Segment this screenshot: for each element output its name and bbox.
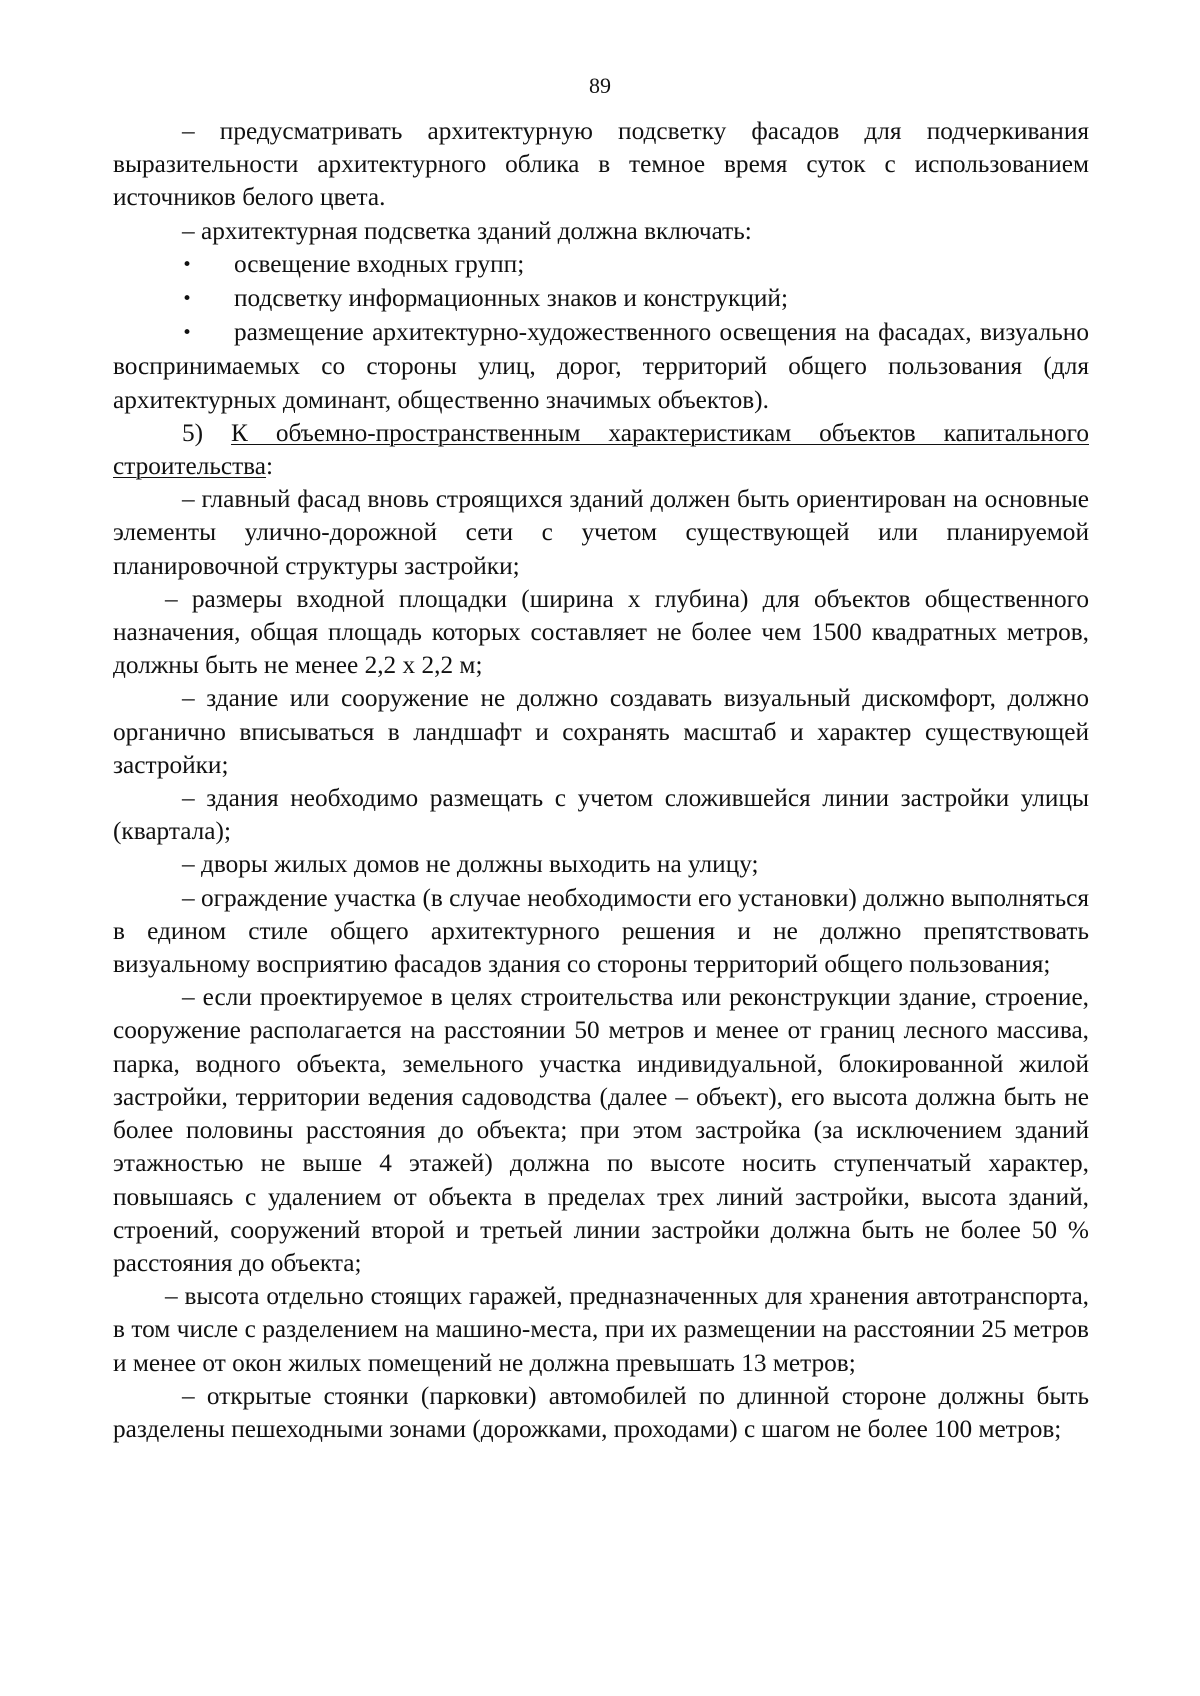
paragraph-courtyards: – дворы жилых домов не должны выходить на улицу;: [182, 850, 759, 879]
paragraph-main-facade: – главный фасад вновь строящихся зданий должен быть ориентирован на основные элементы улично-дорожной сети с учетом существующей или планируемой планировочной структуры застройки;: [113, 485, 1089, 580]
document-body: [113, 115, 1089, 1446]
bullet-item-text: подсветку информационных знаков и конструкций;: [234, 284, 788, 313]
paragraph-parking: – открытые стоянки (парковки) автомобилей по длинной стороне должны быть разделены пешеходными зонами (дорожками, проходами) с шагом не более 100 метров;: [113, 1381, 1089, 1443]
section-heading: К объемно-пространственным характеристикам объектов капитального строительства: [113, 418, 1089, 481]
bullet-item-text: размещение архитектурно-художественного освещения на фасадах, визуально воспринимаемых со стороны улиц, дорог, территорий общего пользования (для архитектурных доминант, общественно значимых объектов).: [113, 318, 1089, 414]
paragraph-visual-comfort: – здание или сооружение не должно создавать визуальный дискомфорт, должно органично вписываться в ландшафт и сохранять масштаб и характер существующей застройки;: [113, 684, 1089, 779]
paragraph-entrance-size: – размеры входной площадки (ширина х глубина) для объектов общественного назначения, общая площадь которых составляет не более чем 1500 квадратных метров, должны быть не менее 2,2 х 2,2 м;: [113, 584, 1089, 680]
bullet-item-sign-lighting: [113, 282, 1089, 316]
paragraph-fencing: – ограждение участка (в случае необходимости его установки) должно выполняться в едином стиле общего архитектурного решения и не должно препятствовать визуальному восприятию фасадов здания со стороны территорий общего пользования;: [113, 883, 1089, 979]
bullet-icon: •: [182, 289, 193, 310]
paragraph-height-limits: – если проектируемое в целях строительства или реконструкции здание, строение, сооружение располагается на расстоянии 50 метров и менее от границ лесного массива, парка, водного объекта, земельного участка индивидуальной, блокированной жилой застройки, территории ведения садоводства (далее – объект), его высота должна быть не более половины расстояния до объекта; при этом застройка (за исключением зданий этажностью не выше 4 этажей) должна по высоте носить ступенчатый характер, повышаясь с удалением от объекта в пределах трех линий застройки, высота зданий, строений, сооружений второй и третьей линии застройки должна быть не более 50 % расстояния до объекта;: [113, 983, 1089, 1277]
section-number: 5): [182, 418, 204, 447]
bullet-item-artistic-lighting: [113, 316, 1089, 417]
paragraph-lighting-includes: – архитектурная подсветка зданий должна включать:: [182, 216, 752, 245]
section-heading-colon: :: [266, 452, 274, 481]
bullet-item-text: освещение входных групп;: [234, 249, 525, 278]
bullet-icon: •: [182, 254, 193, 275]
bullet-item-entrance-lighting: [113, 248, 1089, 282]
bullet-icon: •: [182, 323, 193, 344]
page-number: 89: [589, 73, 611, 98]
paragraph-garages: – высота отдельно стоящих гаражей, предназначенных для хранения автотранспорта, в том числе с разделением на машино-места, при их размещении на расстоянии 25 метров и менее от окон жилых помещений не должна превышать 13 метров;: [113, 1282, 1089, 1377]
paragraph-building-line: – здания необходимо размещать с учетом сложившейся линии застройки улицы (квартала);: [113, 784, 1089, 846]
section-heading-paragraph: [113, 417, 1089, 483]
paragraph-facade-lighting: – предусматривать архитектурную подсветку фасадов для подчеркивания выразительности архитектурного облика в темное время суток с использованием источников белого цвета.: [113, 117, 1089, 212]
